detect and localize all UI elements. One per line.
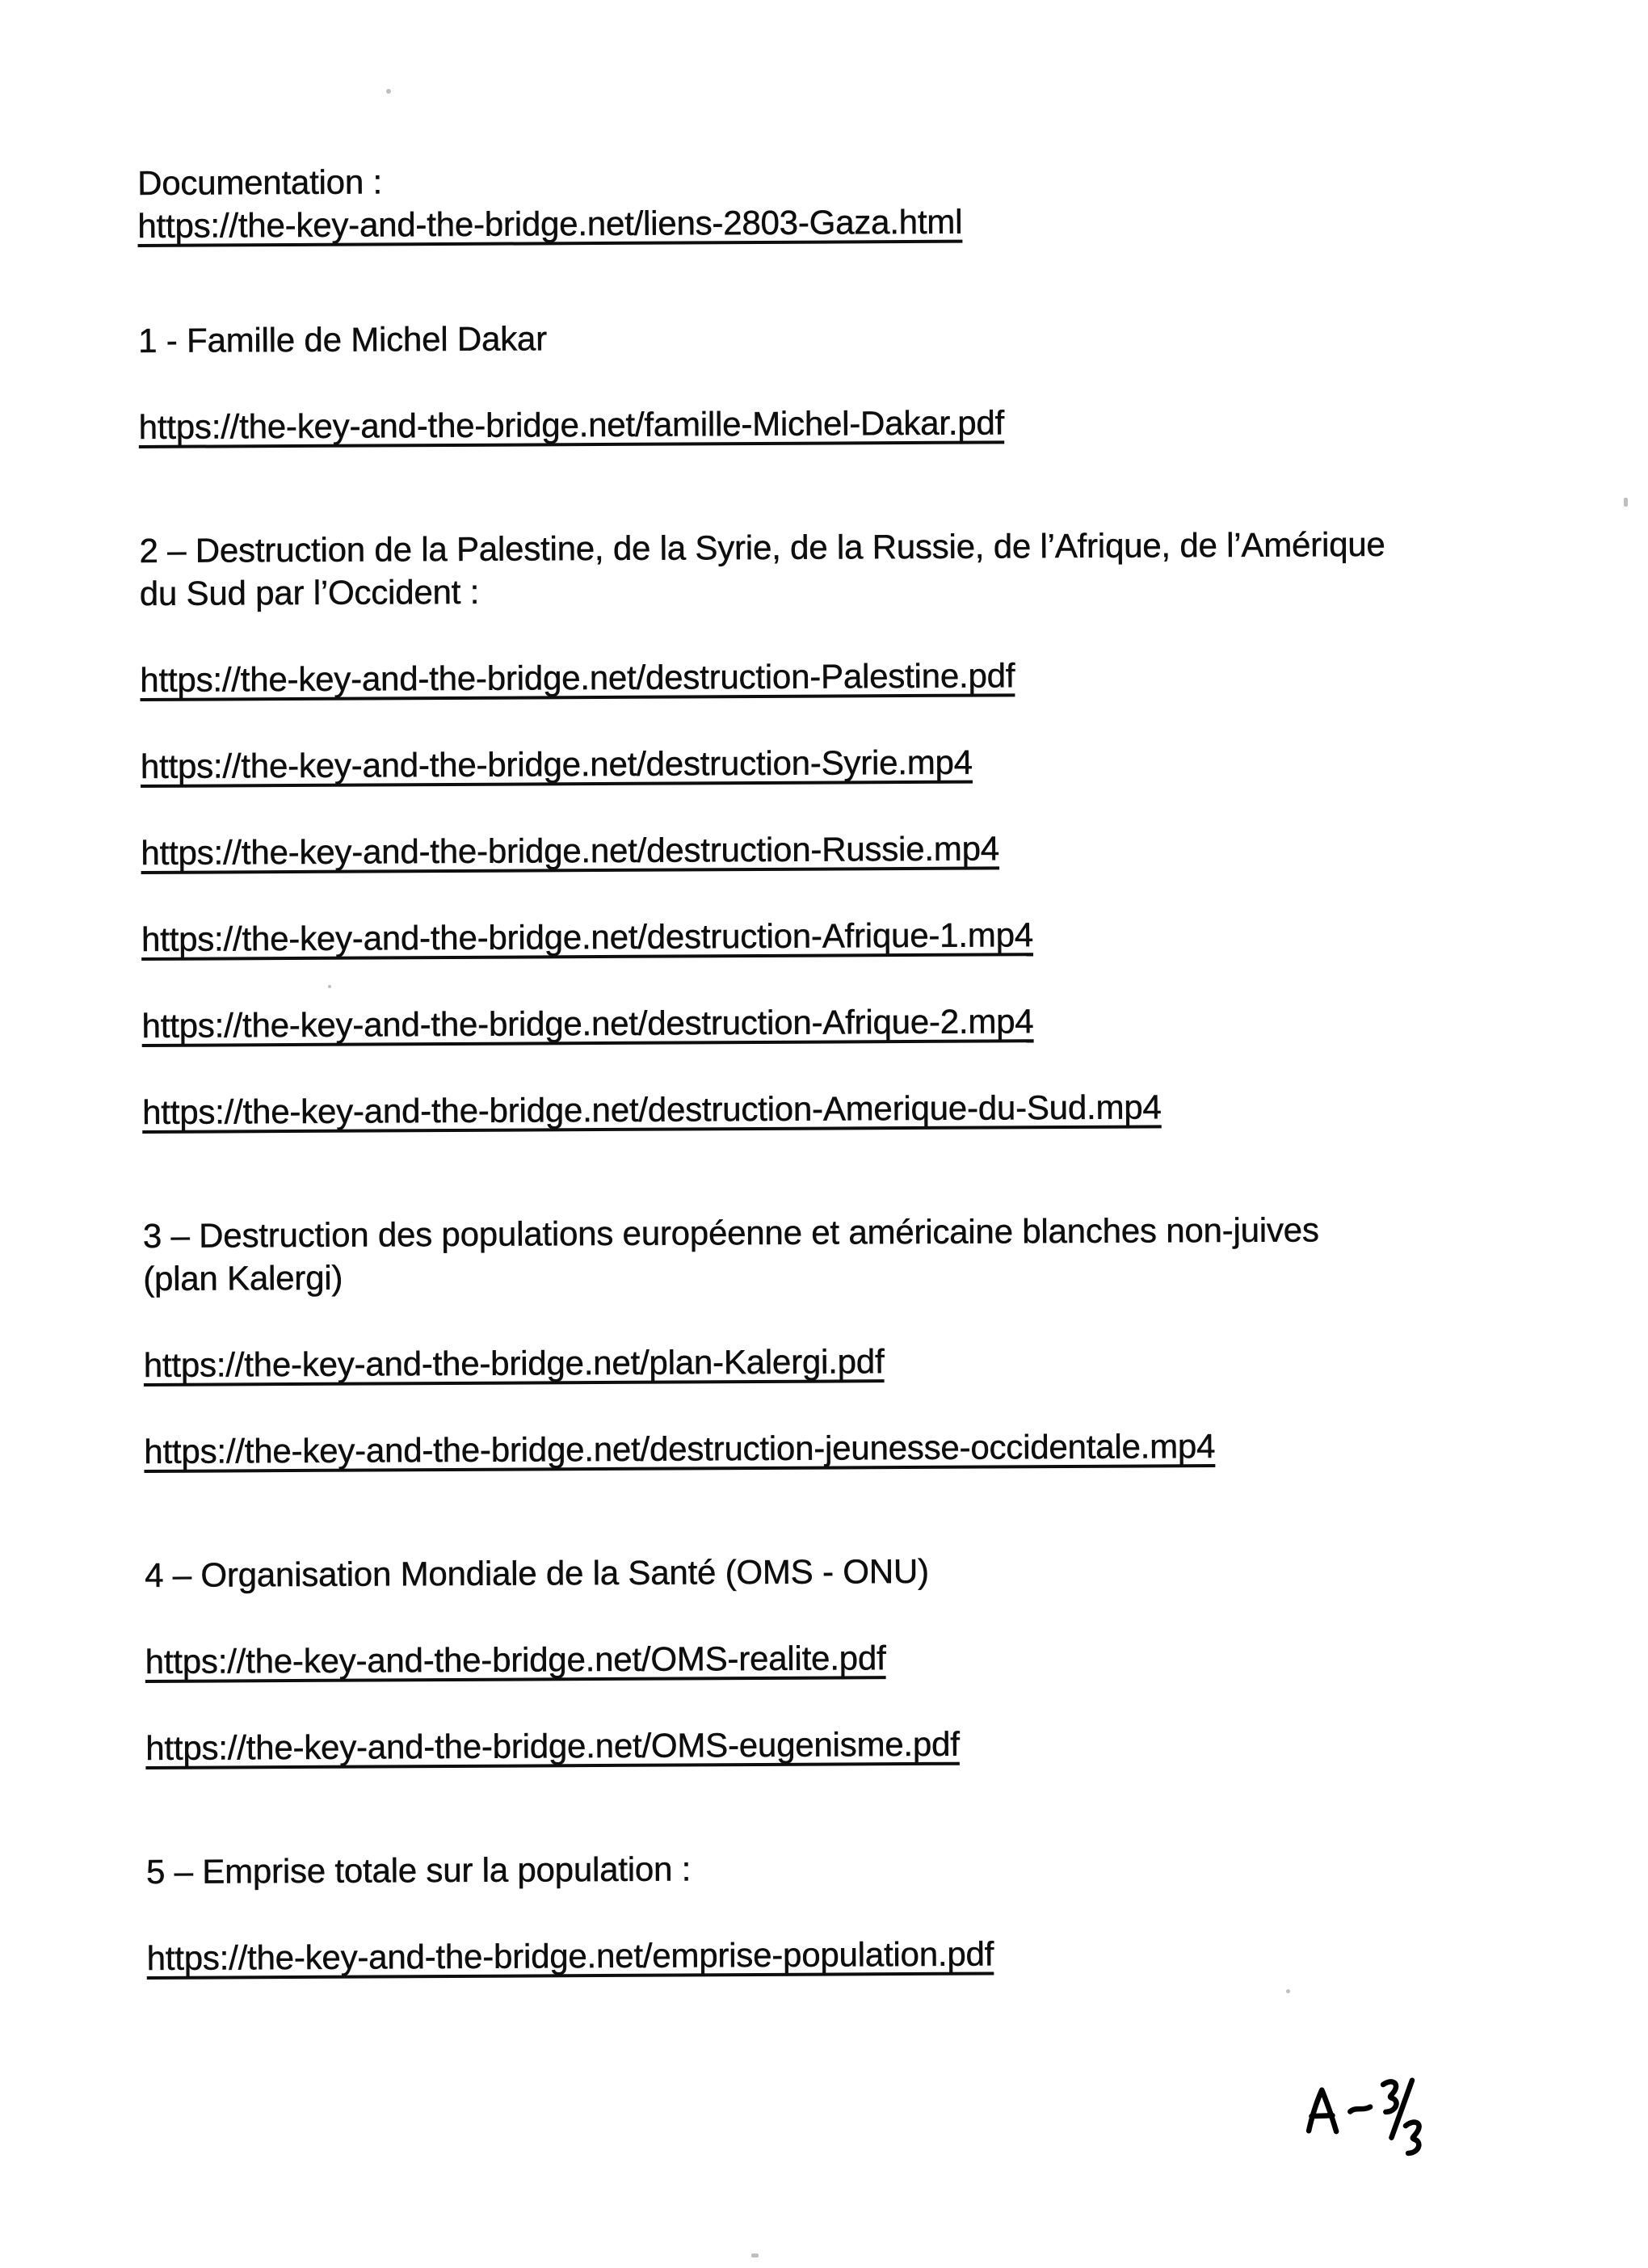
doc-link-oms-eugenisme[interactable]: https://the-key-and-the-bridge.net/OMS-eugenisme.pdf bbox=[145, 1724, 960, 1767]
section-1-heading: 1 - Famille de Michel Dakar bbox=[138, 319, 548, 360]
section-3-heading-line-1: 3 – Destruction des populations européenne et américaine blanches non-juives bbox=[142, 1210, 1319, 1255]
scan-speck bbox=[751, 2253, 759, 2257]
doc-link-destruction-syrie[interactable]: https://the-key-and-the-bridge.net/destruction-Syrie.mp4 bbox=[140, 743, 973, 785]
doc-link-destruction-russie[interactable]: https://the-key-and-the-bridge.net/destruction-Russie.mp4 bbox=[141, 829, 1000, 872]
handwritten-page-number bbox=[1289, 2072, 1478, 2183]
doc-link-destruction-amerique-du-sud[interactable]: https://the-key-and-the-bridge.net/destruction-Amerique-du-Sud.mp4 bbox=[142, 1088, 1162, 1131]
doc-intro-label: Documentation : bbox=[137, 162, 383, 202]
section-5-heading: 5 – Emprise totale sur la population : bbox=[145, 1849, 692, 1891]
doc-link-famille-michel-dakar[interactable]: https://the-key-and-the-bridge.net/famille-Michel-Dakar.pdf bbox=[138, 403, 1005, 446]
scan-speck bbox=[386, 89, 391, 94]
section-2-heading-line-1: 2 – Destruction de la Palestine, de la Syrie, de la Russie, de l’Afrique, de l’Amérique bbox=[139, 524, 1385, 570]
section-3-heading-line-2: (plan Kalergi) bbox=[143, 1258, 343, 1298]
section-2-heading-line-2: du Sud par l’Occident : bbox=[139, 572, 480, 612]
scan-speck bbox=[1624, 498, 1628, 507]
scan-speck bbox=[1286, 1989, 1290, 1993]
doc-intro-link[interactable]: https://the-key-and-the-bridge.net/liens-2803-Gaza.html bbox=[137, 202, 963, 245]
doc-link-destruction-palestine[interactable]: https://the-key-and-the-bridge.net/destruction-Palestine.pdf bbox=[140, 656, 1015, 699]
doc-link-emprise-population[interactable]: https://the-key-and-the-bridge.net/emprise-population.pdf bbox=[146, 1934, 994, 1977]
doc-link-destruction-afrique-1[interactable]: https://the-key-and-the-bridge.net/destruction-Afrique-1.mp4 bbox=[141, 915, 1034, 958]
document-content bbox=[137, 154, 1637, 1980]
doc-link-plan-kalergi[interactable]: https://the-key-and-the-bridge.net/plan-Kalergi.pdf bbox=[143, 1342, 885, 1384]
scan-speck bbox=[328, 985, 331, 988]
doc-link-destruction-jeunesse-occidentale[interactable]: https://the-key-and-the-bridge.net/destruction-jeunesse-occidentale.mp4 bbox=[144, 1427, 1216, 1471]
doc-link-destruction-afrique-2[interactable]: https://the-key-and-the-bridge.net/destruction-Afrique-2.mp4 bbox=[141, 1002, 1034, 1045]
doc-link-oms-realite[interactable]: https://the-key-and-the-bridge.net/OMS-realite.pdf bbox=[145, 1639, 886, 1681]
section-4-heading: 4 – Organisation Mondiale de la Santé (OMS - ONU) bbox=[145, 1551, 929, 1594]
